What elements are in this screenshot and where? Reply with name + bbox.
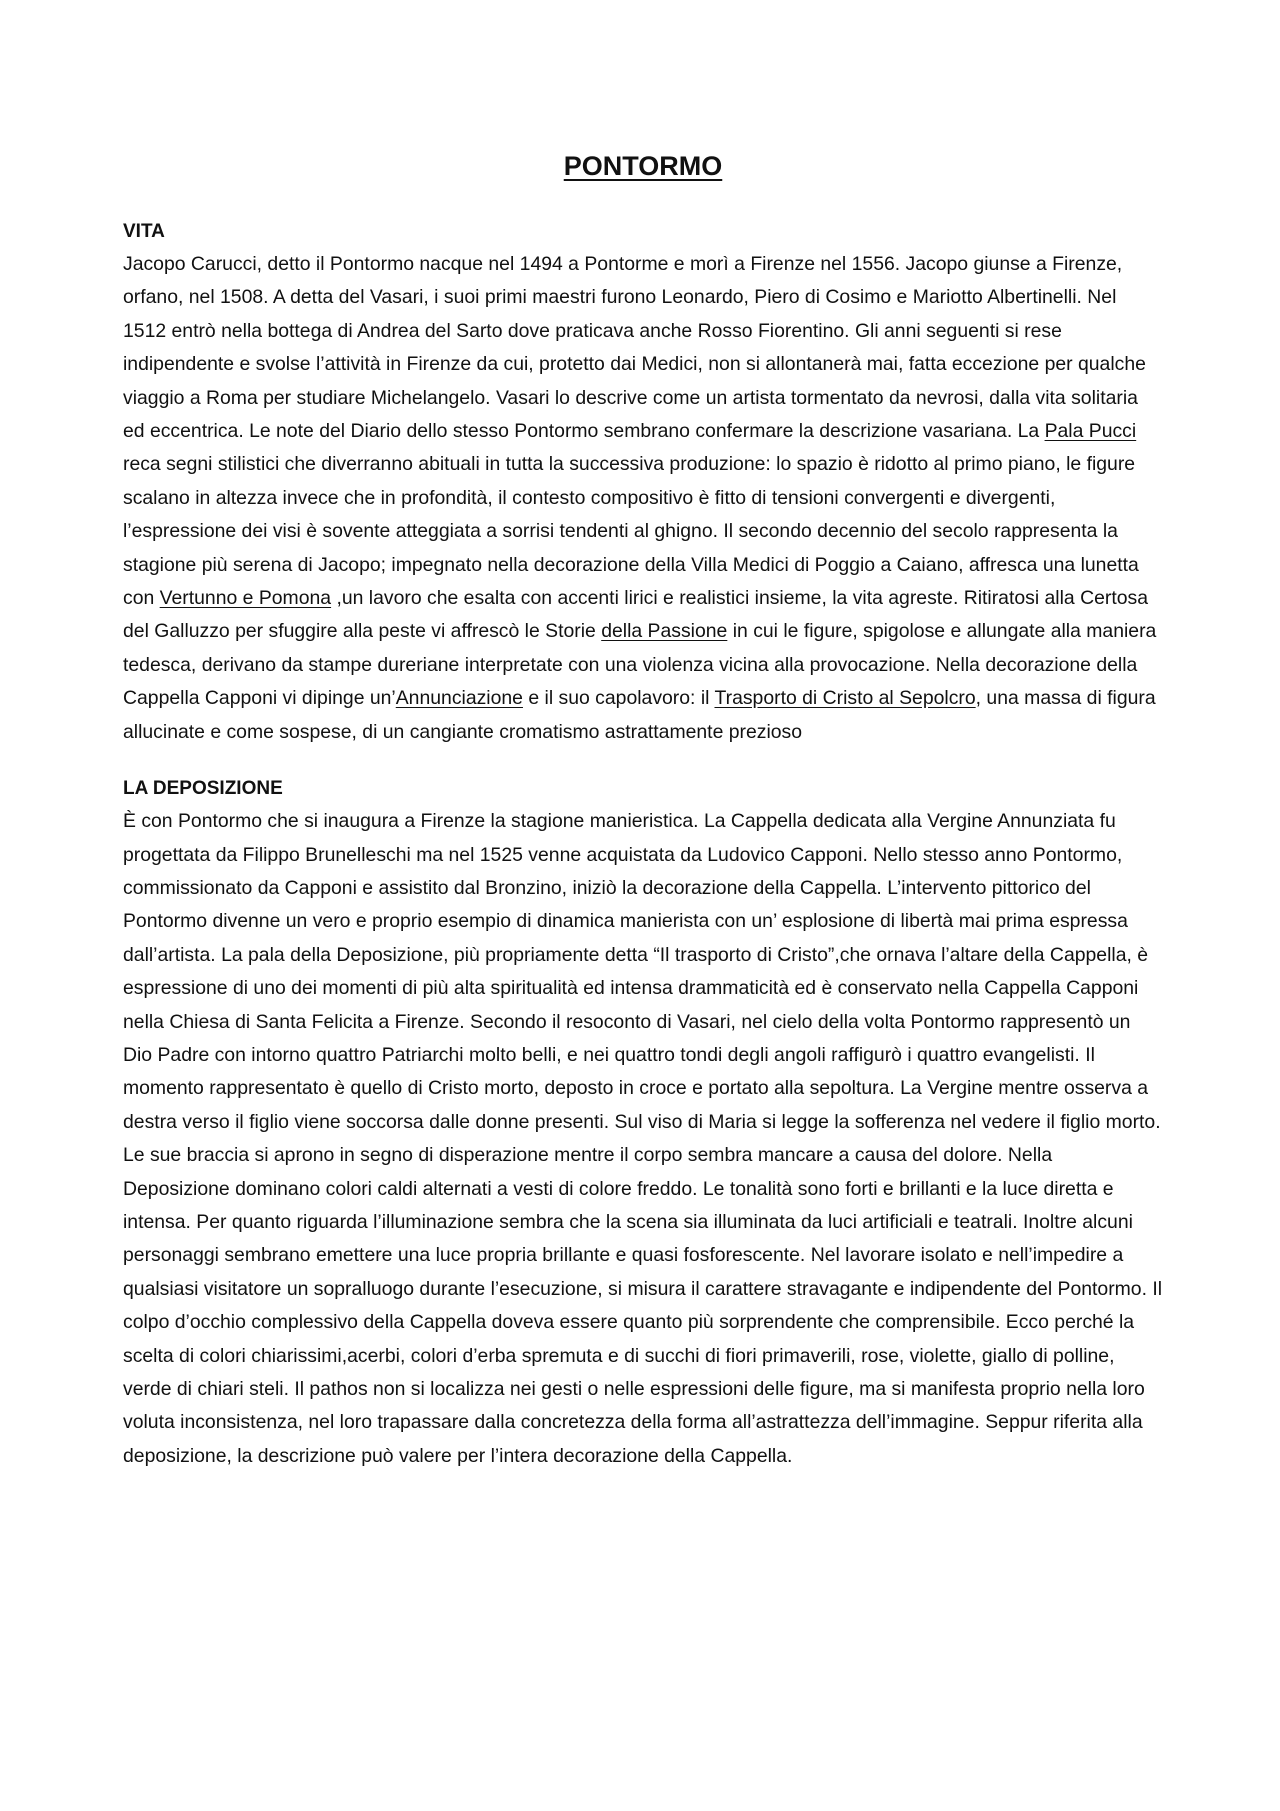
link-vertunno-e-pomona[interactable]: Vertunno e Pomona <box>159 587 332 610</box>
link-pala-pucci[interactable]: Pala Pucci <box>1044 420 1137 443</box>
section-deposizione <box>123 773 1163 1473</box>
text-segment: e il suo capolavoro: il <box>522 687 715 710</box>
link-trasporto-di-cristo[interactable]: Trasporto di Cristo al Sepolcro <box>714 687 976 710</box>
link-della-passione[interactable]: della Passione <box>601 620 728 643</box>
section-heading-deposizione: LA DEPOSIZIONE <box>123 778 283 800</box>
text-segment: in cui le figure, spigolose e allungate alla maniera tedesca, derivano da stampe dureriane interpretate con una violenza vicina alla provocazione. Nella decorazione della Cappella Capponi vi dipinge un’ <box>123 620 1157 710</box>
section-body-vita <box>123 248 1163 749</box>
section-vita <box>123 216 1163 749</box>
section-body-deposizione <box>123 805 1163 1473</box>
text-segment: È con Pontormo che si inaugura a Firenze la stagione manieristica. La Cappella dedicata alla Vergine Annunziata fu progettata da Filippo Brunelleschi ma nel 1525 venne acquistata da Ludovico Capponi. Nello stesso anno Pontormo, commissionato da Capponi e assistito dal Bronzino, iniziò la decorazione della Cappella. L’intervento pittorico del Pontormo divenne un vero e proprio esempio di dinamica manierista con un’ esplosione di libertà mai prima espressa dall’artista. La pala della Deposizione, più propriamente detta “Il trasporto di Cristo”,che ornava l’altare della Cappella, è espressione di uno dei momenti di più alta spiritualità ed intensa drammaticità ed è conservato nella Cappella Capponi nella Chiesa di Santa Felicita a Firenze. Secondo il resoconto di Vasari, nel cielo della volta Pontormo rappresentò un Dio Padre con intorno quattro Patriarchi molto belli, e nei quattro tondi degli angoli raffigurò i quattro evangelisti. Il momento rappresentato è quello di Cristo morto, deposto in croce e portato alla sepoltura. La Vergine mentre osserva a destra verso il figlio viene soccorsa dalle donne presenti. Sul viso di Maria si legge la sofferenza nel vedere il figlio morto. Le sue braccia si aprono in segno di disperazione mentre il corpo sembra mancare a causa del dolore. Nella Deposizione dominano colori caldi alternati a vesti di colore freddo. Le tonalità sono forti e brillanti e la luce diretta e intensa. Per quanto riguarda l’illuminazione sembra che la scena sia illuminata da luci artificiali e teatrali. Inoltre alcuni personaggi sembrano emettere una luce propria brillante e quasi fosforescente. Nel lavorare isolato e nell’impedire a qualsiasi visitatore un sopralluogo durante l’esecuzione, si misura il carattere stravagante e indipendente del Pontormo. Il colpo d’occhio complessivo della Cappella doveva essere quanto più sorprendente che comprensibile. Ecco perché la scelta di colori chiarissimi,acerbi, colori d’erba spremuta e di succhi di fiori primaverili, rose, violette, giallo di polline, verde di chiari steli. Il pathos non si localizza nei gesti o nelle espressioni delle figure, ma si manifesta proprio nella loro voluta inconsistenza, nel loro trapassare dalla concretezza della forma all’astrattezza dell’immagine. Seppur riferita alla deposizione, la descrizione può valere per l’intera decorazione della Cappella. <box>123 810 1163 1467</box>
document-title: PONTORMO <box>563 151 723 181</box>
text-segment: reca segni stilistici che diverranno abituali in tutta la successiva produzione: lo spazio è ridotto al primo piano, le figure scalano in altezza invece che in profondità, il contesto compositivo è fitto di tensioni convergenti e divergenti, l’espressione dei visi è sovente atteggiata a sorrisi tendenti al ghigno. Il secondo decennio del secolo rappresenta la stagione più serena di Jacopo; impegnato nella decorazione della Villa Medici di Poggio a Caiano, affresca una lunetta con <box>123 453 1139 610</box>
text-segment: ,un lavoro che esalta con accenti lirici e realistici insieme, la vita agreste. Ritiratosi alla Certosa del Galluzzo per sfuggire alla peste vi affrescò le Storie <box>123 587 1148 643</box>
text-segment: , una massa di figura allucinate e come sospese, di un cangiante cromatismo astrattamente prezioso <box>123 687 1156 743</box>
link-annunciazione[interactable]: Annunciazione <box>395 687 523 710</box>
section-heading-vita: VITA <box>123 221 165 242</box>
text-segment: Jacopo Carucci, detto il Pontormo nacque nel 1494 a Pontorme e morì a Firenze nel 1556. Jacopo giunse a Firenze, orfano, nel 1508. A detta del Vasari, i suoi primi maestri furono Leonardo, Piero di Cosimo e Mariotto Albertinelli. Nel 1512 entrò nella bottega di Andrea del Sarto dove praticava anche Rosso Fiorentino. Gli anni seguenti si rese indipendente e svolse l’attività in Firenze da cui, protetto dai Medici, non si allontanerà mai, fatta eccezione per qualche viaggio a Roma per studiare Michelangelo. Vasari lo descrive come un artista tormentato da nevrosi, dalla vita solitaria ed eccentrica. Le note del Diario dello stesso Pontormo sembrano confermare la descrizione vasariana. La <box>123 253 1146 443</box>
document-page <box>123 150 1163 1497</box>
